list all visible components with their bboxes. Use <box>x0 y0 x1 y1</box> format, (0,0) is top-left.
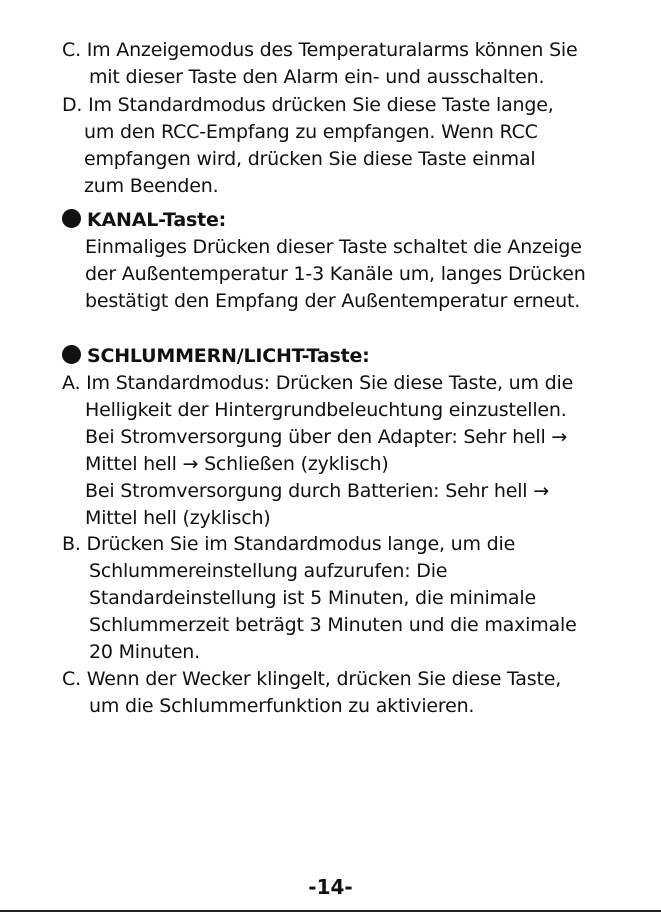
schlummern-a-line-6: Mittel hell (zyklisch) <box>85 507 271 529</box>
page-number: -14- <box>308 875 353 899</box>
schlummern-heading <box>62 343 370 369</box>
section-d-line-4: zum Beenden. <box>84 175 219 197</box>
bottom-divider <box>0 910 661 912</box>
kanal-line-2: der Außentemperatur 1-3 Kanäle um, langes Drücken <box>85 263 586 285</box>
schlummern-b-line-1: B. Drücken Sie im Standardmodus lange, um die <box>62 533 516 555</box>
kanal-heading-text: KANAL-Taste: <box>87 209 227 231</box>
section-d-line-1: D. Im Standardmodus drücken Sie diese Taste lange, <box>62 94 554 116</box>
bullet-dot-icon <box>62 345 81 364</box>
section-d-line-2: um den RCC-Empfang zu empfangen. Wenn RCC <box>84 121 538 143</box>
schlummern-b-line-2: Schlummereinstellung aufzurufen: Die <box>89 560 448 582</box>
kanal-heading <box>62 207 226 233</box>
kanal-line-1: Einmaliges Drücken dieser Taste schaltet die Anzeige <box>85 236 582 258</box>
section-d-line-3: empfangen wird, drücken Sie diese Taste einmal <box>84 148 536 170</box>
section-c-line-1: C. Im Anzeigemodus des Temperaturalarms können Sie <box>62 39 578 61</box>
bullet-dot-icon <box>62 209 81 228</box>
schlummern-a-line-3: Bei Stromversorgung über den Adapter: Sehr hell → <box>85 426 568 448</box>
schlummern-b-line-5: 20 Minuten. <box>89 641 200 663</box>
schlummern-a-line-4: Mittel hell → Schließen (zyklisch) <box>85 453 389 475</box>
kanal-line-3: bestätigt den Empfang der Außentemperatur erneut. <box>85 290 581 312</box>
schlummern-b-line-4: Schlummerzeit beträgt 3 Minuten und die maximale <box>89 614 577 636</box>
schlummern-c-line-1: C. Wenn der Wecker klingelt, drücken Sie diese Taste, <box>62 668 562 690</box>
schlummern-a-line-1: A. Im Standardmodus: Drücken Sie diese Taste, um die <box>62 372 574 394</box>
schlummern-heading-text: SCHLUMMERN/LICHT-Taste: <box>87 345 370 367</box>
schlummern-a-line-2: Helligkeit der Hintergrundbeleuchtung einzustellen. <box>85 399 567 421</box>
schlummern-b-line-3: Standardeinstellung ist 5 Minuten, die minimale <box>89 587 536 609</box>
schlummern-c-line-2: um die Schlummerfunktion zu aktivieren. <box>89 695 475 717</box>
schlummern-a-line-5: Bei Stromversorgung durch Batterien: Sehr hell → <box>85 480 549 502</box>
section-c-line-2: mit dieser Taste den Alarm ein- und ausschalten. <box>89 66 545 88</box>
